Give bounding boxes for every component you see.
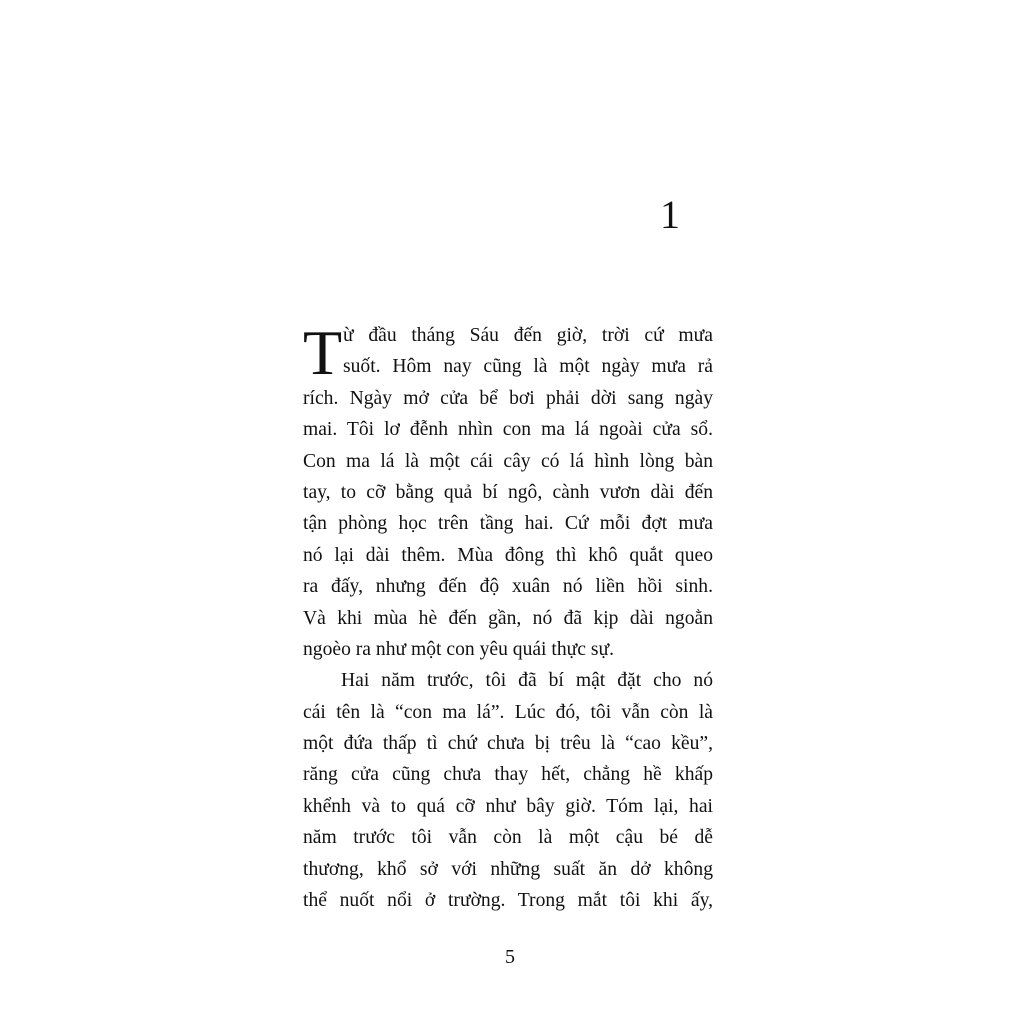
text-line: ừ đầu tháng Sáu đến giờ, trời cứ mưa <box>343 325 713 346</box>
text-line: tay, to cỡ bằng quả bí ngô, cành vươn dài đến <box>303 481 713 503</box>
text-line: thể nuốt nổi ở trường. Trong mắt tôi khi ấy, <box>303 890 713 912</box>
text-line: mai. Tôi lơ đễnh nhìn con ma lá ngoài cửa sổ. <box>303 419 713 441</box>
text-line: Hai năm trước, tôi đã bí mật đặt cho nó <box>341 670 713 692</box>
text-line: răng cửa cũng chưa thay hết, chẳng hề khấp <box>303 764 713 786</box>
text-line: thương, khổ sở với những suất ăn dở không <box>303 858 713 880</box>
text-line: tận phòng học trên tầng hai. Cứ mỗi đợt mưa <box>303 513 713 535</box>
text-line: một đứa thấp tì chứ chưa bị trêu là “cao kều”, <box>303 733 713 755</box>
text-line: nó lại dài thêm. Mùa đông thì khô quắt queo <box>303 544 713 566</box>
text-line: cái tên là “con ma lá”. Lúc đó, tôi vẫn còn là <box>303 701 713 723</box>
text-line: Và khi mùa hè đến gần, nó đã kịp dài ngoằn <box>303 607 713 629</box>
chapter-number: 1 <box>660 192 680 237</box>
text-line: ra đấy, nhưng đến độ xuân nó liền hồi sinh. <box>303 576 713 598</box>
text-line: năm trước tôi vẫn còn là một cậu bé dễ <box>303 827 713 849</box>
text-line: ngoèo ra như một con yêu quái thực sự. <box>303 638 615 660</box>
page-number: 5 <box>505 946 515 968</box>
paragraph-1 <box>303 317 713 665</box>
text-line: khểnh và to quá cỡ như bây giờ. Tóm lại, hai <box>303 795 713 817</box>
paragraph-2 <box>303 665 713 916</box>
drop-cap: T <box>303 317 343 388</box>
body-text <box>303 317 713 916</box>
text-line: Con ma lá là một cái cây có lá hình lòng bàn <box>303 450 713 472</box>
text-line: suốt. Hôm nay cũng là một ngày mưa rả <box>343 356 713 378</box>
text-line: rích. Ngày mở cửa bể bơi phải dời sang ngày <box>303 387 713 409</box>
